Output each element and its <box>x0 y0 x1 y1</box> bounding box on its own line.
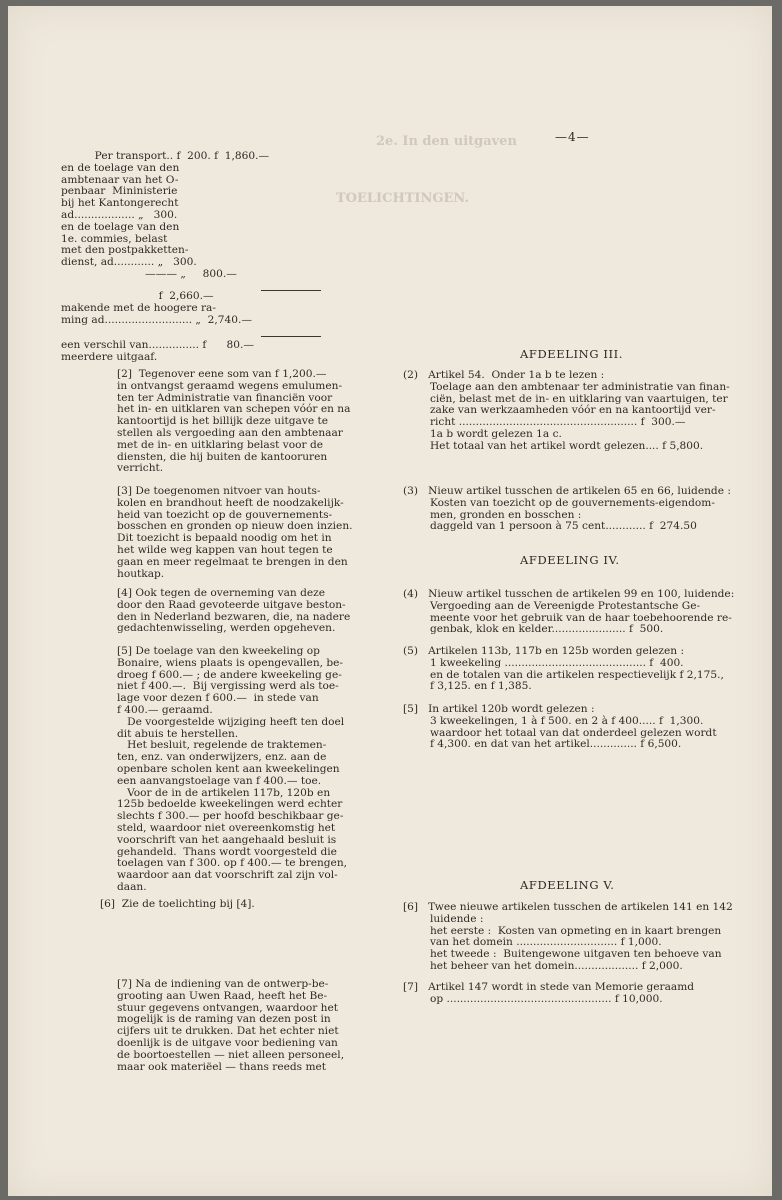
item-5b: [5] In artikel 120b wordt gelezen : 3 kweekelingen, 1 à f 500. en 2 à f 400..... f 1,300. waardoor het totaal van dat onderdeel gelezen wordt f 4,300. en dat van het artikel.............. f 6,500. <box>403 703 717 751</box>
difference-block: een verschil van............... f 80.— meerdere uitgaaf. <box>61 339 254 363</box>
sum-rule <box>261 290 321 291</box>
afdeeling-iv-heading: AFDEELING IV. <box>520 553 620 567</box>
bleed-through-heading: TOELICHTINGEN. <box>336 191 469 206</box>
item-4: (4) Nieuw artikel tusschen de artikelen 99 en 100, luidende: Vergoeding aan de Vereenigde Protestantsche Ge- meente voor het gebruik van de haar toebehoorende re- genbak, klok en kelder...................... f 500. <box>403 588 735 636</box>
note-5: [5] De toelage van den kweekeling op Bonaire, wiens plaats is opengevallen, be- droeg f 600.— ; de andere kweekeling ge- niet f 400.—. Bij vergissing werd als toe- lage voor dezen f 600.— in stede van f 400.— geraamd. De voorgestelde wijziging heeft ten doel dit abuis te herstellen. Het besluit, regelende de traktemen- ten, enz. van onderwijzers, enz. aan de openbare scholen kent aan kweekelingen een aanvangstoelage van f 400.— toe. Voor de in de artikelen 117b, 120b en 125b bedoelde kweekelingen werd echter slechts f 300.— per hoofd beschikbaar ge- steld, waardoor niet overeenkomstig het voorschrift van het aangehaald besluit is gehandeld. Thans wordt voorgesteld die toelagen van f 300. op f 400.— te brengen, waardoor aan dat voorschrift zal zijn vol- daan. <box>117 645 348 893</box>
note-3: [3] De toegenomen nitvoer van houts- kolen en brandhout heeft de noodzakelijk- heid van toezicht op de gouvernements- bosschen en gronden op nieuw doen inzien. Dit toezicht is bepaald noodig om het in het wilde weg kappen van hout tegen te gaan en meer regelmaat te brengen in den houtkap. <box>117 485 353 580</box>
item-5: (5) Artikelen 113b, 117b en 125b worden gelezen : 1 kweekeling .......................................... f 400. en de totalen van die artikelen respectievelijk f 2,175., f 3,125. en f 1,385. <box>403 645 724 693</box>
afdeeling-iii-heading: AFDEELING III. <box>520 347 624 361</box>
item-3: (3) Nieuw artikel tusschen de artikelen 65 en 66, luidende : Kosten van toezicht op de gouvernements-eigendom- men, gronden en bosschen : daggeld van 1 persoon à 75 cent............ f 274.50 <box>403 485 731 533</box>
document-page <box>8 6 772 1196</box>
item-2: (2) Artikel 54. Onder 1a b te lezen : Toelage aan den ambtenaar ter administratie van finan- ciën, belast met de in- en uitklaring van vaartuigen, ter zake van werkzaamheden vóór en na kantoortijd ver- richt ..................................................... f 300.— 1a b wordt gelezen 1a c. Het totaal van het artikel wordt gelezen.... f 5,800. <box>403 369 730 452</box>
item-6: [6] Twee nieuwe artikelen tusschen de artikelen 141 en 142 luidende : het eerste : Kosten van opmeting en in kaart brengen van het domein .............................. f 1,000. het tweede : Buitengewone uitgaven ten behoeve van het beheer van het domein................... f 2,000. <box>403 901 733 972</box>
afdeeling-v-heading: AFDEELING V. <box>520 878 615 892</box>
transport-block: Per transport.. f 200. f 1,860.— en de toelage van den ambtenaar van het O- penbaar Mininisterie bij het Kantongerecht ad.................. „ 300. en de toelage van den 1e. commies, belast met den postpakketten- dienst, ad............ „ 300. ——— „ 800.— <box>61 150 270 280</box>
note-4: [4] Ook tegen de overneming van deze door den Raad gevoteerde uitgave beston- den in Nederland bezwaren, die, na nadere gedachtenwisseling, werden opgeheven. <box>117 587 351 635</box>
item-7: [7] Artikel 147 wordt in stede van Memorie geraamd op ................................................. f 10,000. <box>403 981 695 1005</box>
difference-rule <box>261 336 321 337</box>
note-6: [6] Zie de toelichting bij [4]. <box>100 898 255 910</box>
note-7: [7] Na de indiening van de ontwerp-be- grooting aan Uwen Raad, heeft het Be- stuur gegevens ontvangen, waardoor het mogelijk is de raming van dezen post in cijfers uit te drukken. Dat het echter niet doenlijk is de uitgave voor bediening van de boortoestellen — niet alleen personeel, maar ook materiëel — thans reeds met <box>117 978 345 1073</box>
bleed-through-text: 2e. In den uitgaven <box>376 134 517 149</box>
total-block: f 2,660.— makende met de hoogere ra- ming ad.......................... „ 2,740.— <box>61 290 252 326</box>
note-2: [2] Tegenover eene som van f 1,200.— in ontvangst geraamd wegens emulumen- ten ter Administratie van financiën voor het in- en uitklaren van schepen vóór en na kantoortijd is het billijk deze uitgave te stellen als vergoeding aan den ambtenaar met de in- en uitklaring belast voor de diensten, die hij buiten de kantooruren verricht. <box>117 368 351 475</box>
page-number: —4— <box>555 130 590 144</box>
